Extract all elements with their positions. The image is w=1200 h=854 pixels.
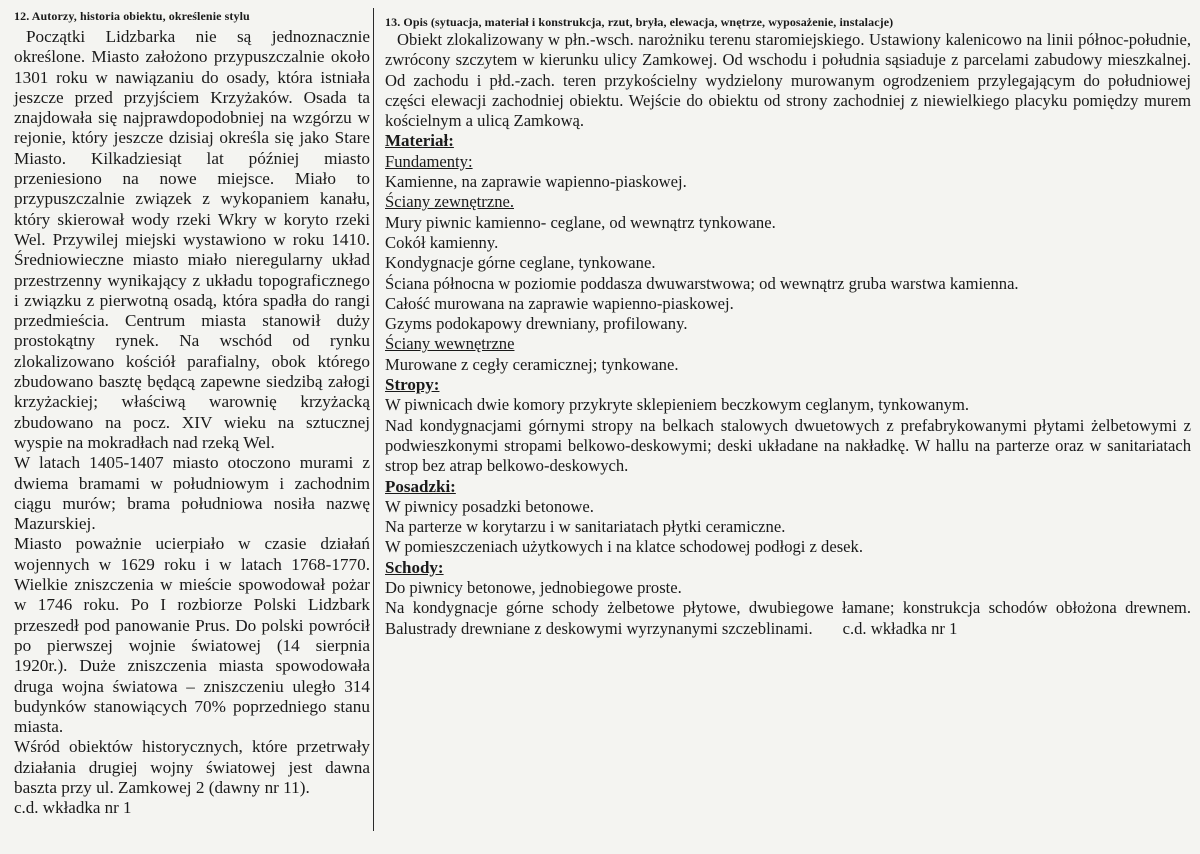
history-paragraph: Miasto poważnie ucierpiało w czasie działań wojennych w 1629 roku i w latach 1768-1770. Wielkie zniszczenia w mieście spowodował pożar w 1746 roku. Po I rozbiorze Polski Lidzbark przeszedł pod panowanie Prus. Do polski powrócił po pierwszej wojnie światowej (14 sierpnia 1920r.). Duże zniszczenia miasta spowodowała druga wojna światowa – zniszczeniu uległo 314 budynków stanowiących 70% poprzedniego stanu miasta.: [14, 534, 370, 737]
history-paragraph: Wśród obiektów historycznych, które przetrwały działania drugiej wojny światowej jest dawna baszta przy ul. Zamkowej 2 (dawny nr 11).: [14, 737, 370, 797]
history-column: [14, 8, 370, 818]
history-paragraph: Początki Lidzbarka nie są jednoznacznie określone. Miasto założono przypuszczalnie około 1301 roku w nawiązaniu do osady, która istniała jeszcze przed przyjściem Krzyżaków. Osada ta znajdowała się najprawdopodobniej na wzgórzu w rejonie, który jeszcze dzisiaj określa się jako Stare Miasto. Kilkadziesiąt lat później miasto przeniesiono na nowe miejsce. Miało to przypuszczalnie związek z wykopaniem kanału, który skierował wody rzeki Wkry w koryto rzeki Wel. Przywilej miejski wystawiono w roku 1410. Średniowieczne miasto miało nieregularny układ przestrzenny wynikający z układu topograficznego i związku z pierwotną osadą, która spadła do rangi przedmieścia. Centrum miasta stanowił duży prostokątny rynek. Na wschód od rynku zlokalizowano kościół parafialny, obok którego zbudowano basztę będącą zapewne siedzibą załogi krzyżackiej; właściwą warownię krzyżacką zbudowano na pocz. XIV wieku na sztucznej wyspie na mokradłach nad rzeką Wel.: [14, 27, 370, 452]
history-text: [14, 27, 370, 818]
subsection-title-internal-walls: Ściany wewnętrzne: [385, 334, 515, 354]
description-column: [385, 14, 1191, 639]
section-title-material: Materiał:: [385, 131, 454, 151]
external-walls-line: Ściana północna w poziomie poddasza dwuwarstwowa; od wewnątrz gruba warstwa kamienna.: [385, 273, 1019, 293]
external-walls-line: Gzyms podokapowy drewniany, profilowany.: [385, 314, 688, 334]
internal-walls-line: Murowane z cegły ceramicznej; tynkowane.: [385, 354, 679, 374]
floors-line: Na parterze w korytarzu i w sanitariatach płytki ceramiczne.: [385, 517, 786, 537]
continuation-note: c.d. wkładka nr 1: [842, 618, 958, 638]
floors-line: W pomieszczeniach użytkowych i na klatce schodowej podłogi z desek.: [385, 537, 863, 557]
ceilings-line: Nad kondygnacjami górnymi stropy na belkach stalowych dwuetowych z prefabrykowanymi płytami żelbetowymi z podwieszkonymi stropami belkowo-deskowymi; deski układane na nakładkę. W hallu na parterze oraz w sanitariatach strop bez atrap belkowo-deskowych.: [385, 415, 1191, 476]
history-heading: 12. Autorzy, historia obiektu, określenie stylu: [14, 9, 250, 23]
description-intro: Obiekt zlokalizowany w płn.-wsch. narożniku terenu staromiejskiego. Ustawiony kalenicowo na linii północ-południe, zwrócony szczytem w kierunku ulicy Zamkowej. Od wschodu i południa sąsiaduje z parcelami zabudowy mieszkalnej. Od zachodu i płd.-zach. teren przykościelny wydzielony murowanym ogrodzeniem przylegającym do południowej części elewacji zachodniej obiektu. Wejście do obiektu od strony zachodniej z niewielkiego placyku pomiędzy murem kościelnym a ulicą Zamkową.: [385, 30, 1191, 131]
foundations-line: Kamienne, na zaprawie wapienno-piaskowej.: [385, 172, 687, 192]
stairs-line: Na kondygnacje górne schody żelbetowe płytowe, dwubiegowe łamane; konstrukcja schodów obłożona drewnem. Balustrady drewniane z deskowymi wyrzynanymi szczeblinami.: [385, 598, 1191, 638]
history-paragraph: W latach 1405-1407 miasto otoczono murami z dwiema bramami w południowym i zachodnim ciągu murów; brama południowa nosiła nazwę Mazurskiej.: [14, 453, 370, 534]
continuation-note: c.d. wkładka nr 1: [14, 798, 132, 818]
description-heading: 13. Opis (sytuacja, materiał i konstrukcja, rzut, bryła, elewacja, wnętrze, wyposażenie, instalacje): [385, 15, 894, 29]
external-walls-line: Kondygnacje górne ceglane, tynkowane.: [385, 253, 656, 273]
external-walls-line: Mury piwnic kamienno- ceglane, od wewnątrz tynkowane.: [385, 212, 776, 232]
section-title-floors: Posadzki:: [385, 476, 456, 496]
stairs-paragraph: [385, 598, 1191, 639]
stairs-line: Do piwnicy betonowe, jednobiegowe proste.: [385, 578, 682, 598]
column-divider: [373, 8, 374, 831]
subsection-title-foundations: Fundamenty:: [385, 151, 473, 171]
ceilings-line: W piwnicach dwie komory przykryte sklepieniem beczkowym ceglanym, tynkowanym.: [385, 395, 969, 415]
section-title-stairs: Schody:: [385, 557, 444, 577]
section-title-ceilings: Stropy:: [385, 375, 440, 395]
floors-line: W piwnicy posadzki betonowe.: [385, 496, 594, 516]
external-walls-line: Całość murowana na zaprawie wapienno-piaskowej.: [385, 293, 734, 313]
subsection-title-external-walls: Ściany zewnętrzne.: [385, 192, 514, 212]
external-walls-line: Cokół kamienny.: [385, 232, 499, 252]
description-text: [385, 30, 1191, 639]
